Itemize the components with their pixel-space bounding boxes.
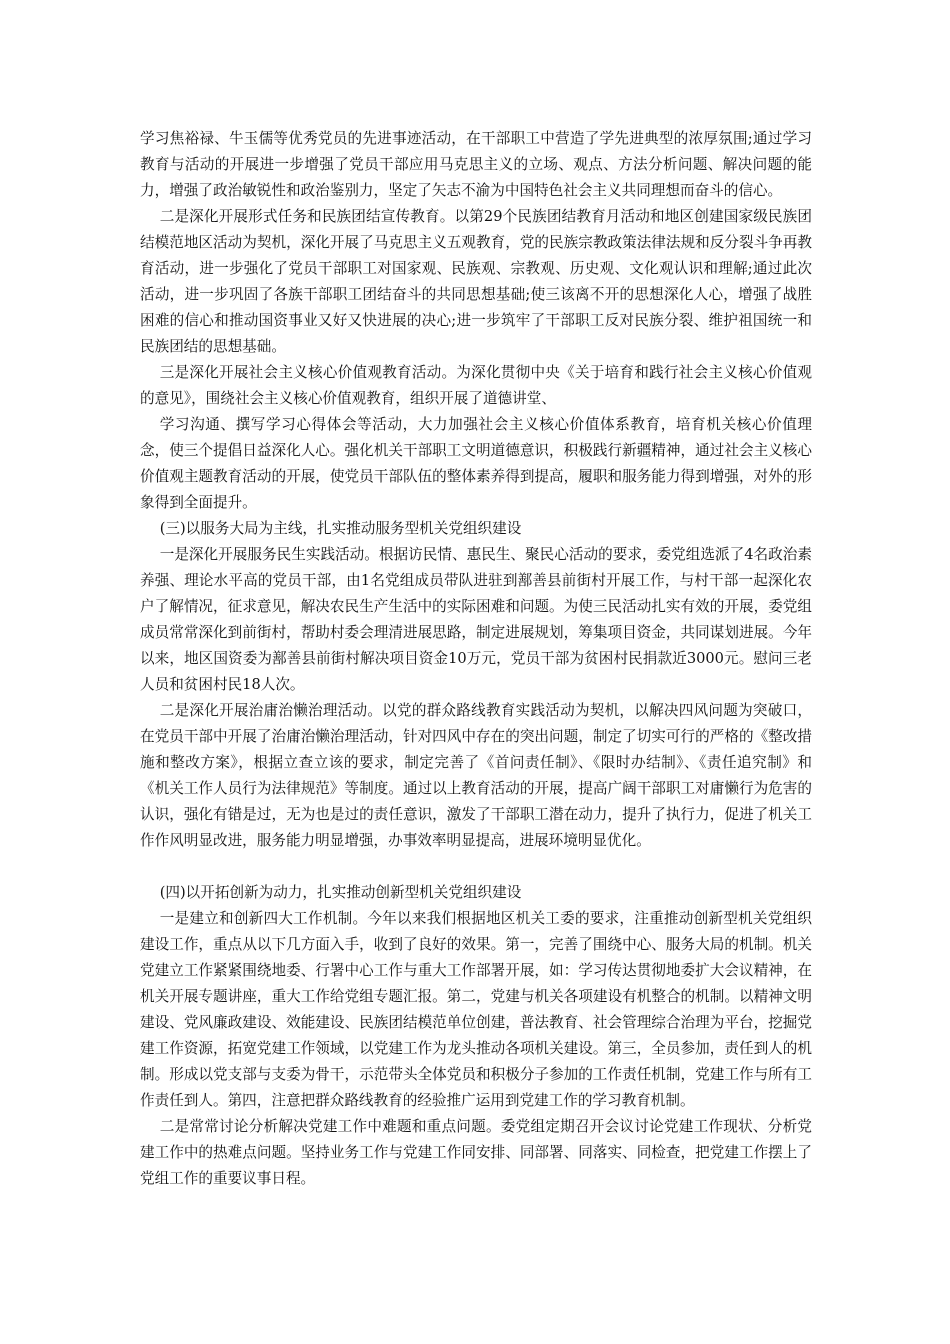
paragraph-core-values-continued: 学习沟通、撰写学习心得体会等活动，大力加强社会主义核心价值体系教育，培育机关核心价值理念，使三个提倡日益深化人心。强化机关干部职工文明道德意识，积极践行新疆精神，通过社会主义核心价值观主题教育活动的开展，使党员干部队伍的整体素养得到提高，履职和服务能力得到增强，对外的形象得到全面提升。 [140,416,812,511]
paragraph-governance: 二是深化开展治庸治懒治理活动。以党的群众路线教育实践活动为契机，以解决四风问题为突破口，在党员干部中开展了治庸治懒治理活动，针对四风中存在的突出问题，制定了切实可行的严格的《整改措施和整改方案》，根据立查立该的要求，制定完善了《首问责任制》、《限时办结制》、《责任追究制》和《机关工作人员行为法律规范》等制度。通过以上教育活动的开展，提高广阔干部职工对庸懒行为危害的认识，强化有错是过，无为也是过的责任意识，激发了干部职工潜在动力，提升了执行力，促进了机关工作作风明显改进，服务能力明显增强，办事效率明显提高，进展环境明显优化。 [140,702,812,849]
paragraph-core-values: 三是深化开展社会主义核心价值观教育活动。为深化贯彻中央《关于培育和践行社会主义核心价值观的意见》，围绕社会主义核心价值观教育，组织开展了道德讲堂、 [140,364,812,407]
paragraph-livelihood: 一是深化开展服务民生实践活动。根据访民情、惠民生、聚民心活动的要求，委党组选派了4名政治素养强、理论水平高的党员干部，由1名党组成员带队进驻到鄯善县前街村开展工作，与村干部一起深化农户了解情况，征求意见，解决农民生产生活中的实际困难和问题。为使三民活动扎实有效的开展，委党组成员常常深化到前街村，帮助村委会理清进展思路，制定进展规划，筹集项目资金，共同谋划进展。今年以来，地区国资委为鄯善县前街村解决项目资金10万元，党员干部为贫困村民捐款近3000元。慰问三老人员和贫困村民18人次。 [140,546,812,693]
section-heading-innovation: (四)以开拓创新为动力，扎实推动创新型机关党组织建设 [159,884,522,901]
document-page [140,126,812,1192]
paragraph-party-building: 二是常常讨论分析解决党建工作中难题和重点问题。委党组定期召开会议讨论党建工作现状、分析党建工作中的热难点问题。坚持业务工作与党建工作同安排、同部署、同落实、同检查，把党建工作摆上了党组工作的重要议事日程。 [140,1118,812,1187]
paragraph-mechanisms: 一是建立和创新四大工作机制。今年以来我们根据地区机关工委的要求，注重推动创新型机关党组织建设工作，重点从以下几方面入手，收到了良好的效果。第一，完善了围绕中心、服务大局的机制。机关党建立工作紧紧围绕地委、行署中心工作与重大工作部署开展，如：学习传达贯彻地委扩大会议精神，在机关开展专题讲座，重大工作给党组专题汇报。第二，党建与机关各项建设有机整合的机制。以精神文明建设、党风廉政建设、效能建设、民族团结模范单位创建，普法教育、社会管理综合治理为平台，挖掘党建工作资源，拓宽党建工作领域，以党建工作为龙头推动各项机关建设。第三，全员参加，责任到人的机制。形成以党支部与支委为骨干，示范带头全体党员和积极分子参加的工作责任机制，党建工作与所有工作责任到人。第四，注意把群众路线教育的经验推广运用到党建工作的学习教育机制。 [140,910,812,1109]
paragraph-ethnic-unity: 二是深化开展形式任务和民族团结宣传教育。以第29个民族团结教育月活动和地区创建国家级民族团结模范地区活动为契机，深化开展了马克思主义五观教育，党的民族宗教政策法律法规和反分裂斗争再教育活动，进一步强化了党员干部职工对国家观、民族观、宗教观、历史观、文化观认识和理解;通过此次活动，进一步巩固了各族干部职工团结奋斗的共同思想基础;使三该离不开的思想深化人心，增强了战胜困难的信心和推动国资事业又好又快进展的决心;进一步筑牢了干部职工反对民族分裂、维护祖国统一和民族团结的思想基础。 [140,208,812,355]
paragraph-continuation: 学习焦裕禄、牛玉儒等优秀党员的先进事迹活动，在干部职工中营造了学先进典型的浓厚氛围;通过学习教育与活动的开展进一步增强了党员干部应用马克思主义的立场、观点、方法分析问题、解决问题的能力，增强了政治敏锐性和政治鉴别力，坚定了矢志不渝为中国特色社会主义共同理想而奋斗的信心。 [140,130,812,199]
section-heading-service: (三)以服务大局为主线，扎实推动服务型机关党组织建设 [159,520,522,537]
